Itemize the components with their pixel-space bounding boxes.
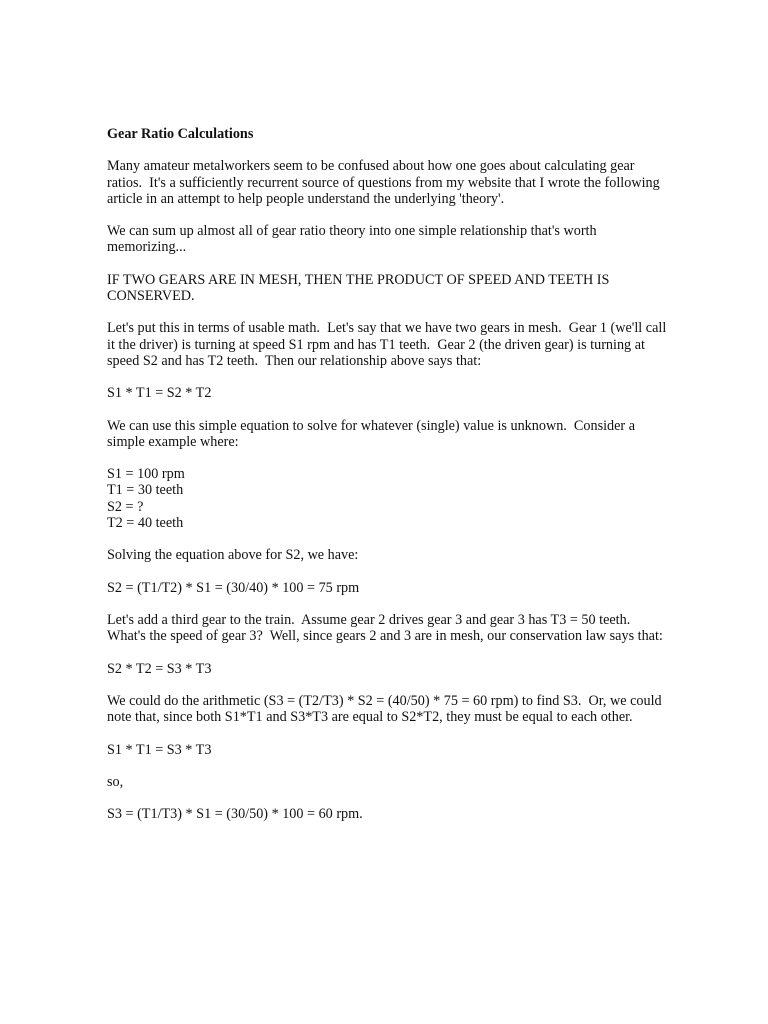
equation-s2-solution: S2 = (T1/T2) * S1 = (30/40) * 100 = 75 rpm — [107, 579, 360, 596]
paragraph-example-intro: We can use this simple equation to solve for whatever (single) value is unknown. Consider a simple example where: — [107, 417, 639, 450]
paragraph-arithmetic: We could do the arithmetic (S3 = (T2/T3) * S2 = (40/50) * 75 = 60 rpm) to find S3. Or, we could note that, since both S1*T1 and S3*T3 are equal to S2*T2, they must be equal to each other. — [107, 692, 666, 726]
paragraph-rule: IF TWO GEARS ARE IN MESH, THEN THE PRODUCT OF SPEED AND TEETH IS CONSERVED. — [107, 271, 613, 304]
paragraph-math-setup: Let's put this in terms of usable math. Let's say that we have two gears in mesh. Gear 1 (we'll call it the driver) is turning at speed S1 rpm and has T1 teeth. Gear 2 (the driven gear) is turning at speed S2 and has T2 teeth. Then our relationship above says that: — [107, 320, 670, 369]
paragraph-solving: Solving the equation above for S2, we have: — [107, 547, 359, 564]
equation-s2t2-s3t3: S2 * T2 = S3 * T3 — [107, 660, 212, 677]
equation-s1t1-s3t3: S1 * T1 = S3 * T3 — [107, 741, 212, 758]
equation-s3-solution: S3 = (T1/T3) * S1 = (30/50) * 100 = 60 rpm. — [107, 806, 363, 823]
document-title: Gear Ratio Calculations — [107, 126, 254, 142]
equation-s1t1-s2t2: S1 * T1 = S2 * T2 — [107, 385, 212, 402]
paragraph-intro: Many amateur metalworkers seem to be confused about how one goes about calculating gear ratios. It's a sufficiently recurrent source of questions from my website that I wrote the following article in an attempt to help people understand the underlying 'theory'. — [107, 158, 664, 207]
paragraph-so: so, — [107, 773, 124, 790]
example-values: S1 = 100 rpm T1 = 30 teeth S2 = ? T2 = 40 teeth — [107, 466, 185, 531]
paragraph-summary: We can sum up almost all of gear ratio theory into one simple relationship that's worth memorizing... — [107, 223, 601, 256]
document-page — [107, 126, 670, 839]
paragraph-third-gear: Let's add a third gear to the train. Assume gear 2 drives gear 3 and gear 3 has T3 = 50 teeth. What's the speed of gear 3? Well, since gears 2 and 3 are in mesh, our conservation law says that: — [107, 611, 663, 645]
